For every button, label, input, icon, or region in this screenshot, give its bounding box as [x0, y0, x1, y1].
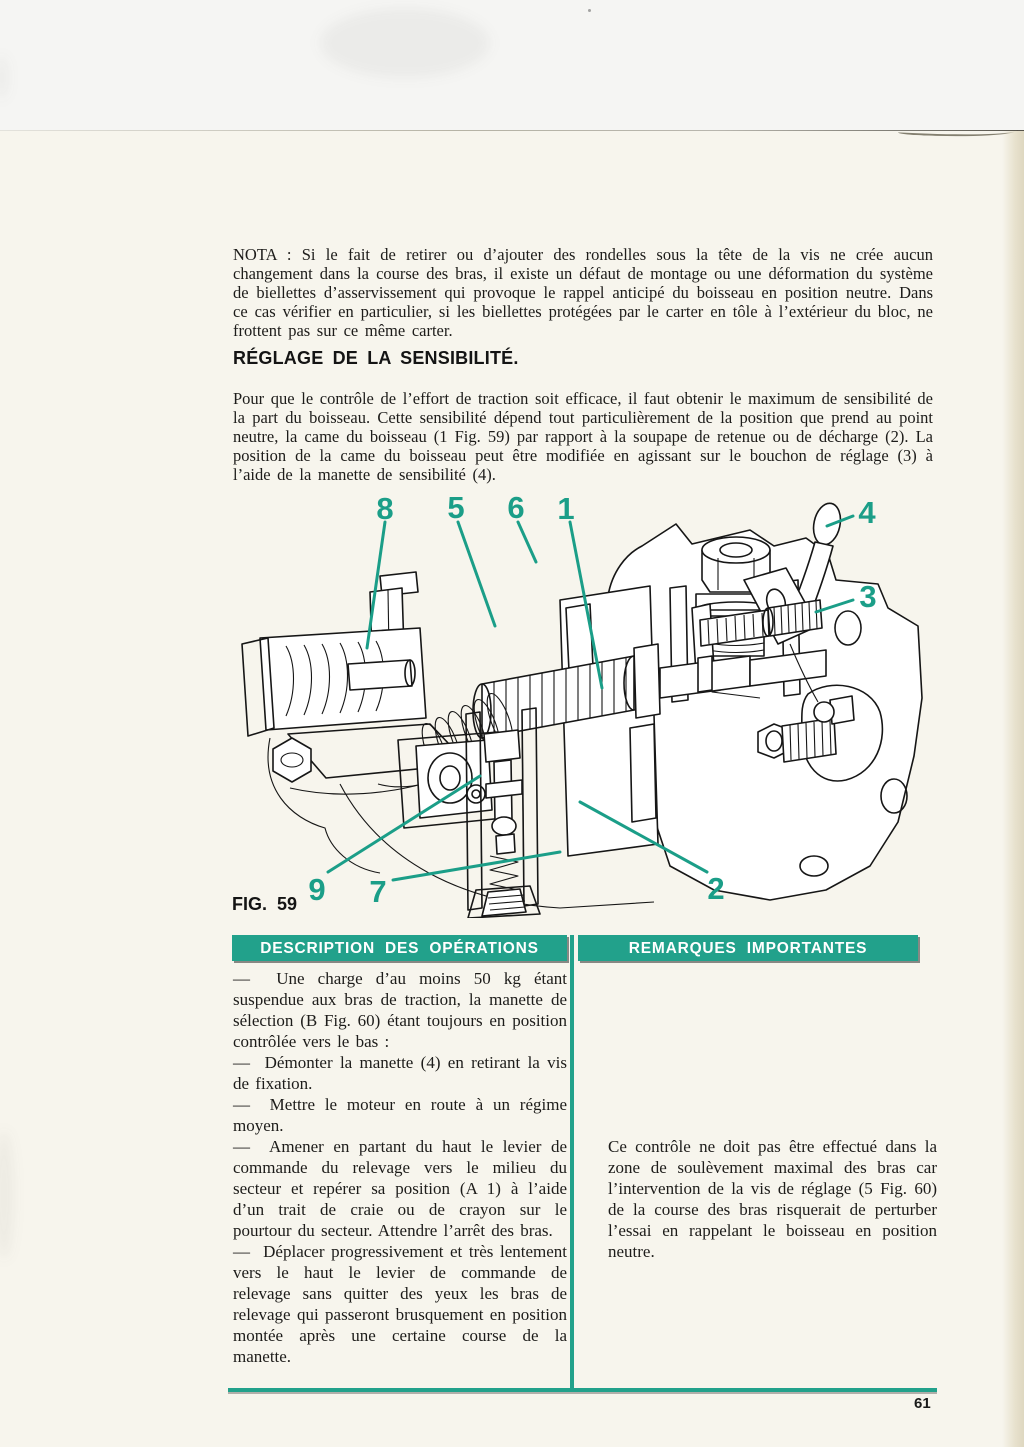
scan-smudge: [0, 1130, 14, 1260]
callout-9: 9: [308, 872, 326, 907]
bottom-valve-assembly: [466, 708, 540, 918]
callout-5: 5: [447, 490, 465, 525]
remarks-header-bar: REMARQUES IMPORTANTES: [578, 935, 918, 961]
table-bottom-rule: [228, 1388, 937, 1392]
callout-8: 8: [376, 491, 394, 526]
operations-paragraph: — Mettre le moteur en route à un régime moyen.: [233, 1095, 567, 1135]
callout-1: 1: [557, 491, 575, 526]
remarks-column: [608, 1136, 937, 1262]
section-body-paragraph: Pour que le contrôle de l’effort de traction soit efficace, il faut obtenir le maximum de sensibilité de la part du boisseau. Cette sensibilité dépend tout particulièrement de la position que prend au point neutre, la came du boisseau (1 Fig. 59) par rapport à la soupape de retenue ou de décharge (2). La position de la came du boisseau peut être modifiée en agissant sur le bouchon de réglage (3) à l’aide de la manette de sensibilité (4).: [233, 388, 933, 484]
section-heading: RÉGLAGE DE LA SENSIBILITÉ.: [233, 348, 519, 368]
nota-paragraph: NOTA : Si le fait de retirer ou d’ajouter des rondelles sous la tête de la vis ne crée aucun changement dans la course des bras, il existe un défaut de montage ou une déformation du système de biellettes d’asservissement qui provoque le rappel anticipé du boisseau en position neutre. Dans ce cas vérifier en particulier, si les biellettes protégées par le carter en tôle à l’extérieur du bloc, ne frottent pas sur ce même carter.: [233, 244, 933, 340]
page-edge-strip: [1002, 131, 1024, 1447]
operations-paragraph: — Amener en partant du haut le levier de commande du relevage vers le milieu du secteur et repérer sa position (A 1) à l’aide d’un trait de craie ou de crayon sur le pourtour du secteur. Attendre l’arrêt des bras.: [233, 1137, 567, 1240]
scan-smudge: [320, 8, 490, 78]
column-divider: [570, 935, 574, 1392]
callout-3: 3: [859, 579, 877, 614]
remarks-paragraph: Ce contrôle ne doit pas être effectué dans la zone de soulèvement maximal des bras car l’intervention de la vis de réglage (5 Fig. 60) de la course des bras risquerait de perturber l’essai en rappelant le boisseau en position neutre.: [608, 1137, 937, 1261]
callout-7: 7: [369, 874, 387, 909]
operations-column: [233, 968, 567, 1367]
callout-6: 6: [507, 490, 525, 525]
operations-paragraph: — Démonter la manette (4) en retirant la vis de fixation.: [233, 1053, 567, 1093]
page-number: 61: [914, 1395, 931, 1412]
page-edge-line: [0, 130, 1024, 131]
operations-header-bar: DESCRIPTION DES OPÉRATIONS: [232, 935, 567, 961]
scan-speck: [588, 9, 591, 12]
valve-block-cutaway-drawing: [230, 488, 930, 918]
figure-59-diagram: [230, 488, 930, 918]
callout-2: 2: [707, 871, 725, 906]
callout-4: 4: [858, 495, 876, 530]
operations-paragraph: — Déplacer progressivement et très lentement vers le haut le levier de commande de relevage sans quitter des yeux les bras de relevage qui passeront brusquement en position montée après une certaine course de la manette.: [233, 1242, 567, 1366]
scan-top-band: [0, 0, 1024, 131]
figure-label: FIG. 59: [232, 894, 298, 914]
operations-paragraph: — Une charge d’au moins 50 kg étant suspendue aux bras de traction, la manette de sélection (B Fig. 60) étant toujours en position contrôlée vers le bas :: [233, 969, 567, 1051]
